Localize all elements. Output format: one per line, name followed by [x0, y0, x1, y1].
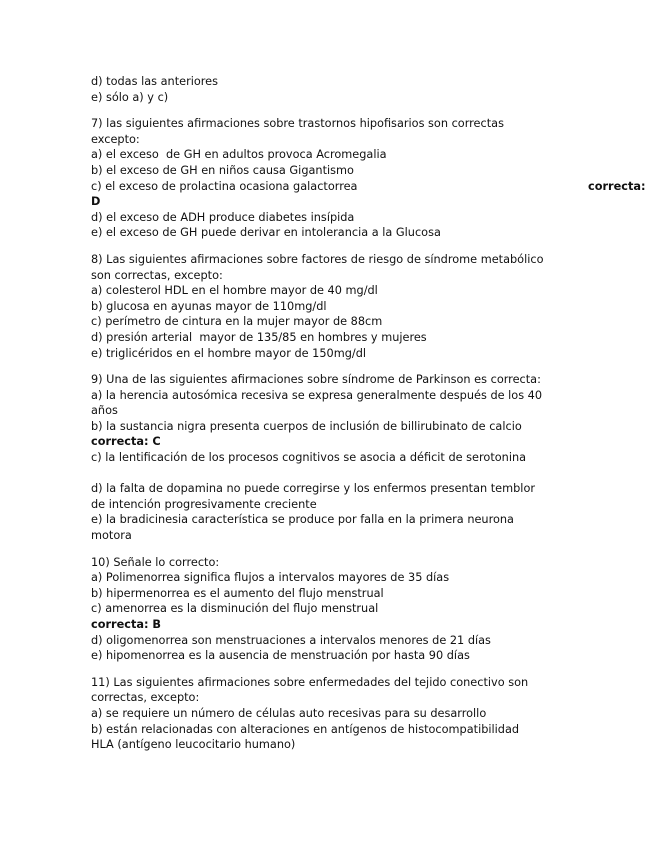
question-10 — [91, 555, 571, 664]
option-b-cont: HLA (antígeno leucocitario humano) — [91, 738, 296, 752]
option-c-row — [91, 179, 646, 195]
option-d: d) presión arterial mayor de 135/85 en hombres y mujeres — [91, 330, 427, 344]
question-11 — [91, 675, 571, 753]
option-b: b) hipermenorrea es el aumento del flujo menstrual — [91, 586, 384, 600]
option-a: a) colesterol HDL en el hombre mayor de 40 mg/dl — [91, 284, 378, 298]
option-a: a) el exceso de GH en adultos provoca Acromegalia — [91, 148, 387, 162]
question-text: excepto: — [91, 132, 140, 146]
option-e-line: e) sólo a) y c) — [91, 90, 169, 104]
option-d: d) oligomenorrea son menstruaciones a intervalos menores de 21 días — [91, 633, 491, 647]
question-7 — [91, 116, 646, 241]
option-c: c) perímetro de cintura en la mujer mayor de 88cm — [91, 315, 383, 329]
option-a: a) se requiere un número de células auto recesivas para su desarrollo — [91, 706, 487, 720]
option-b: b) el exceso de GH en niños causa Gigantismo — [91, 163, 354, 177]
option-c: c) amenorrea es la disminución del flujo menstrual — [91, 602, 379, 616]
document-body — [91, 74, 646, 753]
question-text: son correctas, excepto: — [91, 268, 223, 282]
question-text: 11) Las siguientes afirmaciones sobre enfermedades del tejido conectivo son — [91, 675, 529, 689]
question-text: correctas, excepto: — [91, 691, 200, 705]
option-c: c) el exceso de prolactina ocasiona galactorrea — [91, 179, 358, 193]
option-e: e) hipomenorrea es la ausencia de menstruación por hasta 90 días — [91, 649, 470, 663]
option-e: e) triglicéridos en el hombre mayor de 150mg/dl — [91, 346, 367, 360]
correct-answer: correcta: B — [91, 618, 162, 631]
question-8 — [91, 252, 571, 361]
option-d-cont: de intención progresivamente creciente — [91, 497, 317, 511]
option-a: a) la herencia autosómica recesiva se expresa generalmente después de los 40 — [91, 388, 543, 402]
question-text: 9) Una de las siguientes afirmaciones sobre síndrome de Parkinson es correcta: — [91, 373, 541, 387]
question-text: 8) Las siguientes afirmaciones sobre factores de riesgo de síndrome metabólico — [91, 252, 544, 266]
option-e-cont: motora — [91, 529, 132, 543]
blank-line — [91, 466, 571, 482]
correct-answer: correcta: C — [91, 435, 161, 449]
question-text: 10) Señale lo correcto: — [91, 555, 220, 569]
option-d-line: d) todas las anteriores — [91, 75, 219, 88]
spacer — [91, 544, 571, 555]
spacer — [91, 664, 571, 675]
option-b: b) glucosa en ayunas mayor de 110mg/dl — [91, 299, 327, 313]
option-b: b) están relacionadas con alteraciones en antígenos de histocompatibilidad — [91, 722, 520, 736]
option-e: e) la bradicinesia característica se produce por falla en la primera neurona — [91, 513, 514, 527]
question-text: 7) las siguientes afirmaciones sobre trastornos hipofisarios son correctas — [91, 117, 504, 131]
option-a-cont: años — [91, 404, 118, 418]
option-b: b) la sustancia nigra presenta cuerpos de inclusión de billirubinato de calcio — [91, 419, 522, 433]
option-d: d) la falta de dopamina no puede corregirse y los enfermos presentan temblor — [91, 482, 536, 496]
spacer — [91, 361, 571, 372]
spacer — [91, 105, 571, 116]
question-9 — [91, 372, 571, 544]
spacer — [91, 241, 571, 252]
correct-answer-label: correcta: — [588, 179, 646, 193]
option-c: c) la lentificación de los procesos cognitivos se asocia a déficit de serotonina — [91, 451, 527, 465]
option-e: e) el exceso de GH puede derivar en intolerancia a la Glucosa — [91, 226, 441, 240]
correct-answer-value: D — [91, 195, 101, 209]
option-a: a) Polimenorrea significa flujos a intervalos mayores de 35 días — [91, 571, 450, 585]
option-d: d) el exceso de ADH produce diabetes insípida — [91, 210, 355, 224]
